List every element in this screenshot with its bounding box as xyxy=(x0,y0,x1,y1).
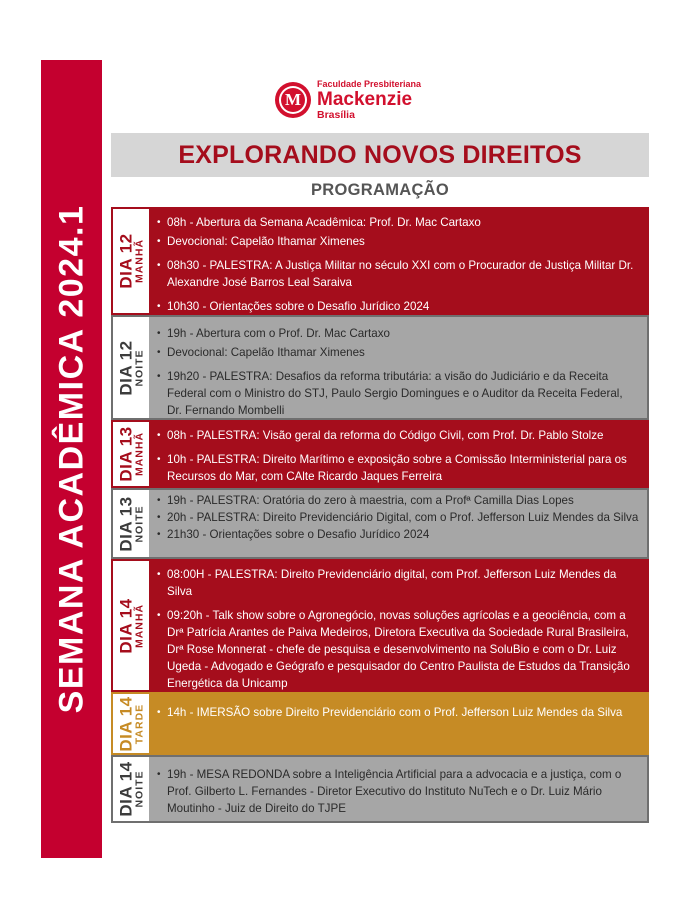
schedule-item: • 19h - PALESTRA: Oratória do zero à maestria, com a Profª Camilla Dias Lopes xyxy=(157,492,639,509)
row-day: DIA 13 xyxy=(116,495,136,552)
mackenzie-logo xyxy=(275,80,421,121)
row-period: MANHÃ xyxy=(133,431,146,477)
schedule-table xyxy=(111,207,649,823)
row-content xyxy=(149,757,647,821)
row-period: MANHÃ xyxy=(133,603,146,648)
logo-line-2: Mackenzie xyxy=(317,89,413,110)
row-day: DIA 13 xyxy=(116,426,136,482)
row-content xyxy=(149,561,647,690)
schedule-row-dia14-noite xyxy=(111,755,649,823)
mackenzie-emblem-icon xyxy=(275,82,311,118)
row-day: DIA 12 xyxy=(116,339,136,396)
row-period: NOITE xyxy=(133,504,146,543)
schedule-item: • 09:20h - Talk show sobre o Agronegócio, novas soluções agrícolas e a geociência, com a Drª Patrícia Arantes de Paiva Medeiros, Diretora Executiva da Sociedade Rural Brasileira, Drª Rose Monnerat - chefe de pesquisa e desenvolvimento na SoluBio e com o Dr. Luiz Ugeda - Advogado e Geógrafo e pesquisador do Centro Paulista de Estudos da Transição Energética da Unicamp xyxy=(157,607,639,692)
row-label xyxy=(113,694,149,753)
schedule-item: • 20h - PALESTRA: Direito Previdenciário Digital, com o Prof. Jefferson Luiz Mendes da Silva xyxy=(157,509,639,526)
schedule-item: • 08h - PALESTRA: Visão geral da reforma do Código Civil, com Prof. Dr. Pablo Stolze xyxy=(157,427,639,444)
row-label xyxy=(113,422,149,486)
schedule-item: • 19h - Abertura com o Prof. Dr. Mac Cartaxo xyxy=(157,325,639,342)
row-content xyxy=(149,422,647,486)
logo-line-3: Brasília xyxy=(317,109,355,121)
schedule-item: • 21h30 - Orientações sobre o Desafio Jurídico 2024 xyxy=(157,526,639,543)
schedule-row-dia14-manha xyxy=(111,559,649,692)
schedule-item: • 14h - IMERSÃO sobre Direito Previdenciário com o Prof. Jefferson Luiz Mendes da Silva xyxy=(157,704,639,721)
row-content xyxy=(149,209,647,313)
logo-mark-letter: M xyxy=(281,88,305,112)
schedule-row-dia13-noite xyxy=(111,488,649,559)
row-day: DIA 14 xyxy=(116,597,136,654)
schedule-item: • 10h30 - Orientações sobre o Desafio Jurídico 2024 xyxy=(157,298,639,315)
schedule-row-dia12-noite xyxy=(111,315,649,420)
row-period: TARDE xyxy=(133,703,146,744)
schedule-row-dia13-manha xyxy=(111,420,649,488)
side-banner xyxy=(41,60,102,858)
row-day: DIA 14 xyxy=(116,761,136,817)
schedule-item: • 10h - PALESTRA: Direito Marítimo e exposição sobre a Comissão Interministerial para os Recursos do Mar, com CAlte Ricardo Jaques Ferreira xyxy=(157,451,639,485)
side-banner-text: SEMANA ACADÊMICA 2024.1 xyxy=(52,204,90,714)
logo-text xyxy=(317,80,421,121)
row-period: NOITE xyxy=(133,770,146,808)
logo-line-1: Faculdade Presbiteriana xyxy=(317,79,422,89)
schedule-item: • Devocional: Capelão Ithamar Ximenes xyxy=(157,233,639,250)
schedule-row-dia12-manha xyxy=(111,207,649,315)
page-title: EXPLORANDO NOVOS DIREITOS xyxy=(178,140,582,169)
row-label xyxy=(113,317,149,418)
row-label xyxy=(113,561,149,690)
row-period: MANHÃ xyxy=(133,238,146,284)
row-content xyxy=(149,490,647,557)
schedule-item: • Devocional: Capelão Ithamar Ximenes xyxy=(157,344,639,361)
row-period: NOITE xyxy=(133,348,146,387)
row-label xyxy=(113,757,149,821)
schedule-item: • 08h - Abertura da Semana Acadêmica: Prof. Dr. Mac Cartaxo xyxy=(157,214,639,231)
row-day: DIA 12 xyxy=(116,233,136,289)
schedule-item: • 08:00H - PALESTRA: Direito Previdenciário digital, com Prof. Jefferson Luiz Mendes da Silva xyxy=(157,566,639,600)
schedule-item: • 08h30 - PALESTRA: A Justiça Militar no século XXI com o Procurador de Justiça Militar Dr. Alexandre José Barros Leal Saraiva xyxy=(157,257,639,291)
row-day: DIA 14 xyxy=(116,695,136,752)
row-label xyxy=(113,209,149,313)
schedule-item: • 19h20 - PALESTRA: Desafios da reforma tributária: a visão do Judiciário e da Receita Federal com o Ministro do STJ, Paulo Sergio Domingues e o Auditor da Receita Federal, Dr. Fernando Mombelli xyxy=(157,368,639,419)
title-band xyxy=(111,133,649,177)
row-content xyxy=(149,694,647,753)
row-content xyxy=(149,317,647,418)
row-label xyxy=(113,490,149,557)
schedule-row-dia14-tarde xyxy=(111,692,649,755)
page-subtitle: PROGRAMAÇÃO xyxy=(310,181,450,199)
schedule-item: • 19h - MESA REDONDA sobre a Inteligência Artificial para a advocacia e a justiça, com o Prof. Gilberto L. Fernandes - Diretor Executivo do Instituto NuTech e o Dr. Luiz Mário Moutinho - Juiz de Direito do TJPE xyxy=(157,766,639,817)
